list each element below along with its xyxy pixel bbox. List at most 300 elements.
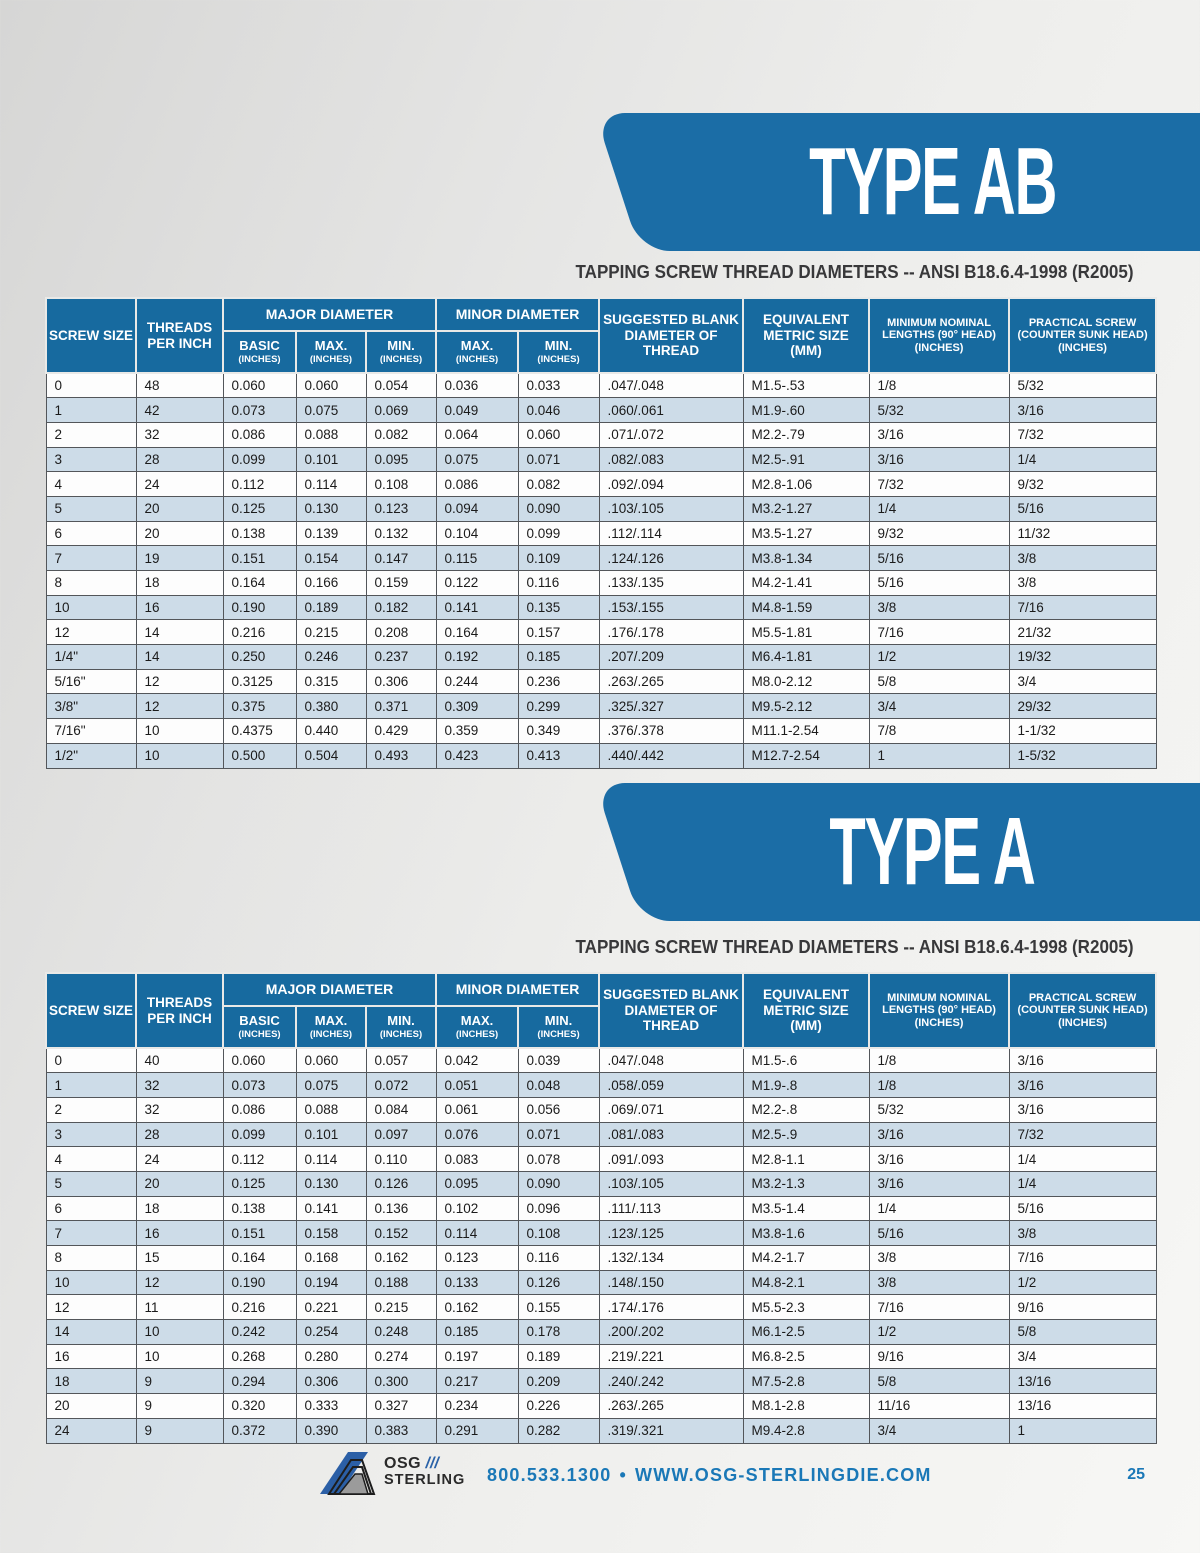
type-a-table-body: [46, 1048, 1156, 1443]
table-cell: 5: [46, 496, 136, 521]
table-cell: 3/8": [46, 694, 136, 719]
table-cell: 0.320: [223, 1394, 296, 1419]
table-row: [46, 422, 1156, 447]
col-header-screw-size: SCREW SIZE: [46, 973, 136, 1048]
table-cell: .111/.113: [599, 1196, 743, 1221]
table-cell: M7.5-2.8: [743, 1369, 869, 1394]
table-cell: 0.306: [366, 669, 436, 694]
table-cell: .091/.093: [599, 1147, 743, 1172]
table-cell: M12.7-2.54: [743, 743, 869, 768]
table-cell: 0.122: [436, 571, 518, 596]
table-cell: 9: [136, 1418, 223, 1443]
table-cell: 0.039: [518, 1048, 599, 1073]
table-row: [46, 1394, 1156, 1419]
col-header-major-diameter: MAJOR DIAMETER: [223, 298, 436, 331]
table-cell: M3.2-1.3: [743, 1171, 869, 1196]
table-cell: M6.4-1.81: [743, 645, 869, 670]
footer-phone: 800.533.1300: [487, 1465, 612, 1485]
table-cell: 1-5/32: [1009, 743, 1156, 768]
table-row: [46, 1097, 1156, 1122]
table-cell: M1.5-.6: [743, 1048, 869, 1073]
table-cell: 0.192: [436, 645, 518, 670]
table-cell: 0.108: [366, 472, 436, 497]
table-cell: 0.112: [223, 472, 296, 497]
table-cell: 0.126: [366, 1171, 436, 1196]
table-cell: 11/32: [1009, 521, 1156, 546]
table-cell: 0.088: [296, 1097, 366, 1122]
table-cell: 5/16: [869, 571, 1009, 596]
table-cell: 0.073: [223, 398, 296, 423]
table-cell: 10: [136, 719, 223, 744]
table-cell: 12: [46, 620, 136, 645]
table-cell: 0.114: [436, 1221, 518, 1246]
table-cell: 0.057: [366, 1048, 436, 1073]
table-cell: 7/32: [1009, 422, 1156, 447]
table-cell: .081/.083: [599, 1122, 743, 1147]
table-cell: 3/8: [869, 1246, 1009, 1271]
table-cell: 0.114: [296, 1147, 366, 1172]
table-cell: 0.051: [436, 1073, 518, 1098]
table-cell: 3/16: [869, 447, 1009, 472]
col-header-equivalent-metric: EQUIVALENT METRIC SIZE (MM): [743, 973, 869, 1048]
table-cell: .240/.242: [599, 1369, 743, 1394]
table-cell: 0.390: [296, 1418, 366, 1443]
table-cell: 0.155: [518, 1295, 599, 1320]
table-cell: 0.306: [296, 1369, 366, 1394]
logo-slashes: ///: [425, 1455, 439, 1472]
table-cell: 0.234: [436, 1394, 518, 1419]
table-cell: 0.280: [296, 1344, 366, 1369]
table-row: [46, 620, 1156, 645]
table-cell: 0.139: [296, 521, 366, 546]
table-cell: M6.1-2.5: [743, 1320, 869, 1345]
table-cell: 0.101: [296, 1122, 366, 1147]
table-cell: 1/4: [869, 496, 1009, 521]
table-cell: 0.189: [518, 1344, 599, 1369]
table-cell: 1/4: [1009, 1171, 1156, 1196]
table-cell: 0.088: [296, 422, 366, 447]
table-cell: 0.248: [366, 1320, 436, 1345]
table-cell: 11: [136, 1295, 223, 1320]
table-cell: 0: [46, 1048, 136, 1073]
table-cell: M3.8-1.6: [743, 1221, 869, 1246]
table-cell: 19: [136, 546, 223, 571]
table-cell: 0.095: [366, 447, 436, 472]
table-cell: 0.099: [518, 521, 599, 546]
table-cell: 0.147: [366, 546, 436, 571]
table-cell: M1.5-.53: [743, 373, 869, 398]
table-cell: 16: [136, 1221, 223, 1246]
table-cell: 0.250: [223, 645, 296, 670]
col-header-minor-min-label: MIN.: [544, 1012, 573, 1028]
table-cell: 0.151: [223, 546, 296, 571]
table-cell: 0.073: [223, 1073, 296, 1098]
table-cell: 0.152: [366, 1221, 436, 1246]
table-cell: 2: [46, 1097, 136, 1122]
table-cell: 2: [46, 422, 136, 447]
table-cell: 0.164: [223, 1246, 296, 1271]
table-cell: 5/16: [869, 1221, 1009, 1246]
table-cell: 0.123: [366, 496, 436, 521]
table-cell: 0.299: [518, 694, 599, 719]
table-cell: 5/8: [869, 1369, 1009, 1394]
table-row: [46, 398, 1156, 423]
table-cell: 0.060: [296, 373, 366, 398]
table-cell: 0.423: [436, 743, 518, 768]
table-cell: 0.110: [366, 1147, 436, 1172]
table-cell: .148/.150: [599, 1270, 743, 1295]
col-header-minor-max: [436, 1006, 518, 1048]
table-cell: 0.217: [436, 1369, 518, 1394]
table-row: [46, 669, 1156, 694]
table-cell: M6.8-2.5: [743, 1344, 869, 1369]
table-cell: 0.189: [296, 595, 366, 620]
table-cell: 0.268: [223, 1344, 296, 1369]
col-header-basic-label: BASIC: [239, 337, 280, 353]
table-cell: 0.083: [436, 1147, 518, 1172]
table-cell: 0.054: [366, 373, 436, 398]
table-cell: 8: [46, 571, 136, 596]
page-footer: [0, 1448, 1200, 1528]
table-cell: .092/.094: [599, 472, 743, 497]
table-cell: 13/16: [1009, 1394, 1156, 1419]
table-cell: 14: [136, 645, 223, 670]
table-cell: 9/32: [869, 521, 1009, 546]
table-cell: 10: [136, 743, 223, 768]
table-cell: 0.141: [296, 1196, 366, 1221]
table-cell: 0.042: [436, 1048, 518, 1073]
table-cell: 3/4: [869, 1418, 1009, 1443]
table-cell: 0.349: [518, 719, 599, 744]
table-cell: 5/8: [869, 669, 1009, 694]
table-cell: 7/8: [869, 719, 1009, 744]
table-cell: 0.060: [223, 373, 296, 398]
type-a-table: [45, 972, 1157, 1444]
table-cell: 0.135: [518, 595, 599, 620]
table-cell: 12: [136, 1270, 223, 1295]
table-row: [46, 645, 1156, 670]
col-header-minor-max-unit: (INCHES): [455, 353, 499, 365]
table-cell: .060/.061: [599, 398, 743, 423]
table-cell: 7: [46, 546, 136, 571]
table-cell: .440/.442: [599, 743, 743, 768]
table-cell: 42: [136, 398, 223, 423]
table-cell: 7/16: [869, 620, 1009, 645]
table-cell: M8.1-2.8: [743, 1394, 869, 1419]
table-cell: 18: [46, 1369, 136, 1394]
table-cell: 0.094: [436, 496, 518, 521]
table-cell: 1/2: [869, 645, 1009, 670]
table-cell: M2.5-.91: [743, 447, 869, 472]
table-cell: 9: [136, 1369, 223, 1394]
table-row: [46, 595, 1156, 620]
table-cell: 1/4": [46, 645, 136, 670]
table-row: [46, 1270, 1156, 1295]
table-cell: .112/.114: [599, 521, 743, 546]
table-cell: 0.242: [223, 1320, 296, 1345]
table-cell: 0.086: [223, 1097, 296, 1122]
table-cell: M9.4-2.8: [743, 1418, 869, 1443]
footer-bullet: •: [619, 1465, 628, 1485]
table-cell: 0.493: [366, 743, 436, 768]
page-number: 25: [1127, 1466, 1145, 1483]
table-cell: 24: [136, 1147, 223, 1172]
col-header-basic-label: BASIC: [239, 1012, 280, 1028]
col-header-minor-diameter: MINOR DIAMETER: [436, 298, 599, 331]
table-cell: M4.2-1.7: [743, 1246, 869, 1271]
table-cell: 7/16: [1009, 1246, 1156, 1271]
col-header-suggested-blank: SUGGESTED BLANK DIAMETER OF THREAD: [599, 973, 743, 1048]
table-cell: 5/16: [869, 546, 1009, 571]
table-cell: 3/16: [1009, 1073, 1156, 1098]
table-cell: M9.5-2.12: [743, 694, 869, 719]
table-row: [46, 546, 1156, 571]
table-cell: 0.072: [366, 1073, 436, 1098]
table-cell: 0.164: [223, 571, 296, 596]
table-cell: 5/32: [869, 1097, 1009, 1122]
table-cell: 0.071: [518, 447, 599, 472]
col-header-screw-size: SCREW SIZE: [46, 298, 136, 373]
table-cell: 7/32: [869, 472, 1009, 497]
table-cell: 0.099: [223, 1122, 296, 1147]
table-cell: M5.5-1.81: [743, 620, 869, 645]
table-cell: 0.048: [518, 1073, 599, 1098]
table-cell: 0.274: [366, 1344, 436, 1369]
table-cell: 0.380: [296, 694, 366, 719]
table-cell: 0.095: [436, 1171, 518, 1196]
table-cell: .082/.083: [599, 447, 743, 472]
logo-osg-text: OSG: [384, 1455, 422, 1472]
table-cell: 0.060: [223, 1048, 296, 1073]
table-cell: M2.8-1.1: [743, 1147, 869, 1172]
table-cell: M5.5-2.3: [743, 1295, 869, 1320]
table-cell: .124/.126: [599, 546, 743, 571]
table-cell: 28: [136, 1122, 223, 1147]
table-cell: 3: [46, 1122, 136, 1147]
table-cell: 0.056: [518, 1097, 599, 1122]
table-cell: 5/16: [1009, 1196, 1156, 1221]
table-row: [46, 1122, 1156, 1147]
table-cell: 15: [136, 1246, 223, 1271]
col-header-practical-screw: PRACTICAL SCREW (COUNTER SUNK HEAD) (INCHES): [1009, 973, 1156, 1048]
table-cell: .263/.265: [599, 1394, 743, 1419]
table-cell: 0.315: [296, 669, 366, 694]
table-cell: 0.071: [518, 1122, 599, 1147]
table-cell: 3/16: [1009, 398, 1156, 423]
table-cell: 0.254: [296, 1320, 366, 1345]
table-cell: 0.190: [223, 1270, 296, 1295]
table-cell: 6: [46, 1196, 136, 1221]
footer-website: WWW.OSG-STERLINGDIE.COM: [635, 1465, 932, 1485]
col-header-minor-max-label: MAX.: [460, 1012, 494, 1028]
table-cell: 48: [136, 373, 223, 398]
table-cell: 5/16": [46, 669, 136, 694]
logo-sterling-text: STERLING: [384, 1471, 466, 1488]
table-cell: 0.101: [296, 447, 366, 472]
table-cell: .123/.125: [599, 1221, 743, 1246]
table-cell: 3/16: [1009, 1048, 1156, 1073]
table-cell: 0.197: [436, 1344, 518, 1369]
table-cell: 0.075: [296, 1073, 366, 1098]
table-cell: 0.440: [296, 719, 366, 744]
table-cell: 0.099: [223, 447, 296, 472]
footer-contact-line: [487, 1465, 932, 1486]
table-cell: 0.132: [366, 521, 436, 546]
table-row: [46, 1246, 1156, 1271]
table-cell: 5/8: [1009, 1320, 1156, 1345]
type-ab-table-body: [46, 373, 1156, 768]
table-cell: 0.075: [296, 398, 366, 423]
table-cell: 10: [136, 1344, 223, 1369]
table-cell: 14: [46, 1320, 136, 1345]
table-cell: M2.2-.79: [743, 422, 869, 447]
table-cell: 0.046: [518, 398, 599, 423]
table-cell: .069/.071: [599, 1097, 743, 1122]
table-cell: 3/8: [869, 1270, 1009, 1295]
table-cell: 5/16: [1009, 496, 1156, 521]
table-cell: 0.216: [223, 1295, 296, 1320]
table-cell: 3: [46, 447, 136, 472]
table-cell: 0.159: [366, 571, 436, 596]
table-cell: 0: [46, 373, 136, 398]
table-row: [46, 571, 1156, 596]
table-cell: 9: [136, 1394, 223, 1419]
table-cell: 1: [869, 743, 1009, 768]
type-ab-banner: [595, 113, 1200, 251]
table-cell: 0.168: [296, 1246, 366, 1271]
table-cell: 0.215: [366, 1295, 436, 1320]
type-ab-banner-inner: [617, 113, 1200, 251]
table-cell: 0.413: [518, 743, 599, 768]
table-cell: 0.086: [436, 472, 518, 497]
col-header-minor-max-label: MAX.: [460, 337, 494, 353]
table-cell: 1: [46, 1073, 136, 1098]
table-cell: 0.125: [223, 1171, 296, 1196]
col-header-minor-min: [518, 331, 599, 373]
col-header-major-min-unit: (INCHES): [379, 353, 423, 365]
table-row: [46, 447, 1156, 472]
table-cell: .207/.209: [599, 645, 743, 670]
table-cell: 0.300: [366, 1369, 436, 1394]
table-cell: 0.294: [223, 1369, 296, 1394]
table-cell: 0.190: [223, 595, 296, 620]
table-cell: M2.8-1.06: [743, 472, 869, 497]
table-cell: 0.162: [366, 1246, 436, 1271]
table-row: [46, 1418, 1156, 1443]
table-cell: 7/32: [1009, 1122, 1156, 1147]
table-cell: M3.5-1.4: [743, 1196, 869, 1221]
table-cell: M1.9-.60: [743, 398, 869, 423]
col-header-minor-min-unit: (INCHES): [537, 1028, 580, 1040]
table-cell: 0.246: [296, 645, 366, 670]
table-cell: 1: [46, 398, 136, 423]
table-cell: 14: [136, 620, 223, 645]
table-cell: 3/16: [869, 1147, 1009, 1172]
table-cell: M4.2-1.41: [743, 571, 869, 596]
table-cell: 0.130: [296, 1171, 366, 1196]
table-cell: 3/8: [1009, 571, 1156, 596]
table-cell: 0.164: [436, 620, 518, 645]
table-cell: 0.154: [296, 546, 366, 571]
table-cell: 10: [136, 1320, 223, 1345]
table-row: [46, 1196, 1156, 1221]
table-cell: M1.9-.8: [743, 1073, 869, 1098]
col-header-major-min-label: MIN.: [387, 337, 415, 353]
table-cell: 0.226: [518, 1394, 599, 1419]
col-header-practical-screw: PRACTICAL SCREW (COUNTER SUNK HEAD) (INCHES): [1009, 298, 1156, 373]
table-cell: 28: [136, 447, 223, 472]
table-cell: 0.125: [223, 496, 296, 521]
table-cell: 0.108: [518, 1221, 599, 1246]
table-cell: 0.244: [436, 669, 518, 694]
table-cell: M8.0-2.12: [743, 669, 869, 694]
table-cell: 0.075: [436, 447, 518, 472]
col-header-minimum-nominal: MINIMUM NOMINAL LENGTHS (90° HEAD) (INCHES): [869, 298, 1009, 373]
table-cell: 0.133: [436, 1270, 518, 1295]
table-cell: 20: [136, 521, 223, 546]
table-cell: 32: [136, 1097, 223, 1122]
table-cell: M2.5-.9: [743, 1122, 869, 1147]
table-cell: 3/4: [1009, 669, 1156, 694]
col-header-minor-max-unit: (INCHES): [455, 1028, 499, 1040]
table-cell: 9/16: [1009, 1295, 1156, 1320]
table-cell: 0.082: [366, 422, 436, 447]
type-ab-subtitle: TAPPING SCREW THREAD DIAMETERS -- ANSI B18.6.4-1998 (R2005): [576, 261, 1134, 282]
table-cell: 4: [46, 1147, 136, 1172]
table-cell: 0.162: [436, 1295, 518, 1320]
col-header-minor-max: [436, 331, 518, 373]
table-cell: 0.221: [296, 1295, 366, 1320]
col-header-major-min: [366, 1006, 436, 1048]
table-cell: 0.104: [436, 521, 518, 546]
table-cell: 0.371: [366, 694, 436, 719]
table-cell: M4.8-1.59: [743, 595, 869, 620]
table-cell: 0.096: [518, 1196, 599, 1221]
table-cell: 0.126: [518, 1270, 599, 1295]
table-cell: .103/.105: [599, 1171, 743, 1196]
col-header-minor-min-label: MIN.: [544, 337, 573, 353]
table-cell: 0.359: [436, 719, 518, 744]
table-cell: 9/16: [869, 1344, 1009, 1369]
table-cell: 21/32: [1009, 620, 1156, 645]
col-header-major-max-unit: (INCHES): [309, 353, 353, 365]
table-cell: M3.5-1.27: [743, 521, 869, 546]
table-cell: 9/32: [1009, 472, 1156, 497]
table-cell: 12: [136, 694, 223, 719]
table-cell: 0.138: [223, 1196, 296, 1221]
table-cell: M4.8-2.1: [743, 1270, 869, 1295]
table-cell: 24: [136, 472, 223, 497]
table-cell: 0.333: [296, 1394, 366, 1419]
table-cell: .047/.048: [599, 1048, 743, 1073]
table-cell: 0.036: [436, 373, 518, 398]
type-a-banner: [595, 783, 1200, 921]
col-header-equivalent-metric: EQUIVALENT METRIC SIZE (MM): [743, 298, 869, 373]
table-cell: 40: [136, 1048, 223, 1073]
table-cell: 0.102: [436, 1196, 518, 1221]
table-cell: 0.069: [366, 398, 436, 423]
table-row: [46, 1369, 1156, 1394]
table-cell: 0.115: [436, 546, 518, 571]
col-header-major-max: [296, 1006, 366, 1048]
table-cell: 20: [136, 496, 223, 521]
table-cell: 29/32: [1009, 694, 1156, 719]
table-cell: 0.114: [296, 472, 366, 497]
table-cell: 5/32: [1009, 373, 1156, 398]
table-cell: 3/16: [869, 1171, 1009, 1196]
table-cell: 1/4: [1009, 1147, 1156, 1172]
table-cell: 10: [46, 595, 136, 620]
